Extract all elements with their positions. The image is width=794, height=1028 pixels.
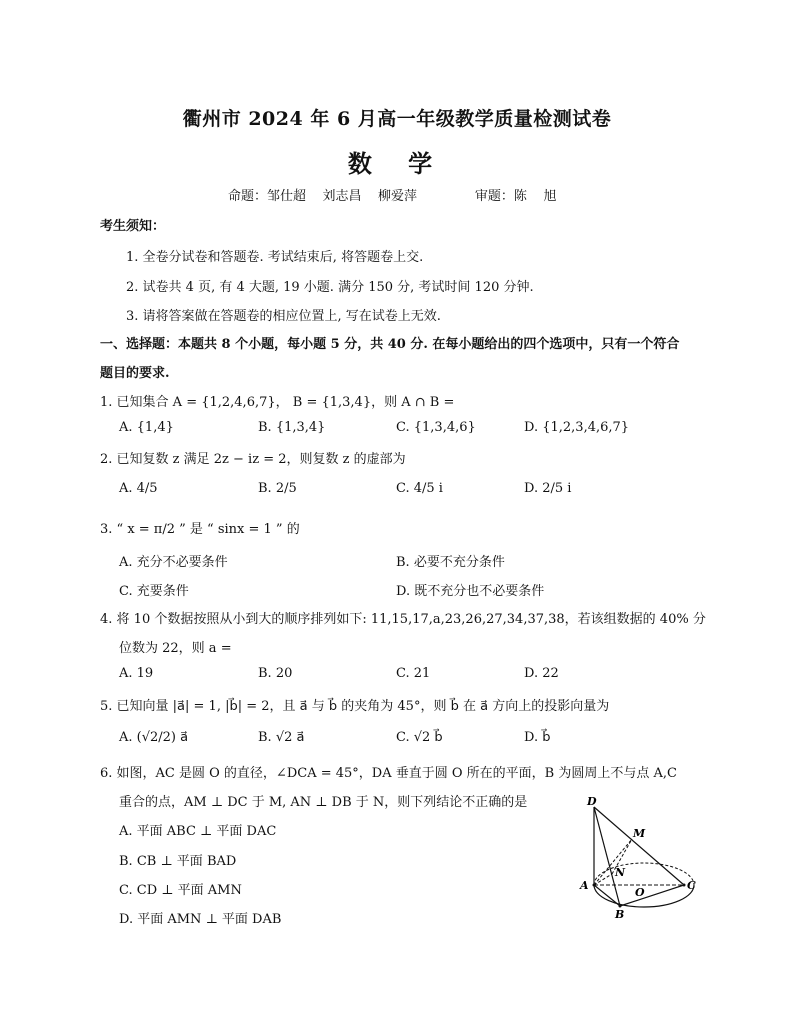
label-n: N	[615, 866, 626, 879]
q3-option-c: C. 充要条件	[119, 584, 189, 599]
q5-option-d: D. b⃗	[524, 730, 551, 745]
question-4-stem: 4. 将 10 个数据按照从小到大的顺序排列如下: 11,15,17,a,23,26,27,34,37,38，若该组数据的 40% 分	[100, 612, 706, 627]
label-m: M	[633, 827, 646, 840]
edge-an	[594, 874, 612, 885]
notice-item: 1. 全卷分试卷和答题卷. 考试结束后, 将答题卷上交.	[126, 250, 424, 265]
q2-option-b: B. 2/5	[258, 481, 297, 496]
q1-option-d: D. {1,2,3,4,6,7}	[524, 420, 630, 435]
q3-option-d: D. 既不充分也不必要条件	[396, 584, 545, 599]
label-o: O	[635, 886, 645, 899]
q4-option-d: D. 22	[524, 666, 559, 681]
q4-option-a: A. 19	[119, 666, 154, 681]
q1-option-b: B. {1,3,4}	[258, 420, 326, 435]
q2-option-a: A. 4/5	[119, 481, 158, 496]
q6-option-a: A. 平面 ABC ⊥ 平面 DAC	[119, 824, 277, 839]
section-heading-cont: 题目的要求.	[100, 366, 170, 381]
section-heading: 一、选择题：本题共 8 个小题，每小题 5 分，共 40 分. 在每小题给出的四个选项中，只有一个符合	[100, 337, 680, 352]
label-a: A	[580, 879, 589, 892]
question-3-stem: 3. “ x = π/2 ” 是 “ sinx = 1 ” 的	[100, 522, 300, 537]
q4-option-c: C. 21	[396, 666, 431, 681]
notice-heading: 考生须知：	[100, 219, 166, 234]
edge-db	[594, 807, 620, 906]
q6-option-b: B. CB ⊥ 平面 BAD	[119, 854, 237, 869]
q3-option-a: A. 充分不必要条件	[119, 555, 228, 570]
exam-title: 衢州市 2024 年 6 月高一年级教学质量检测试卷	[182, 108, 612, 130]
question-2-stem: 2. 已知复数 z 满足 2z − iz = 2，则复数 z 的虚部为	[100, 452, 406, 467]
authors-line: 命题：邹仕超 刘志昌 柳爱萍 审题：陈 旭	[228, 189, 557, 204]
notice-item: 2. 试卷共 4 页, 有 4 大题, 19 小题. 满分 150 分, 考试时间 120 分钟.	[126, 280, 534, 295]
label-d: D	[587, 795, 597, 808]
geometry-figure	[572, 792, 702, 922]
q5-option-c: C. √2 b⃗	[396, 730, 443, 745]
question-5-stem: 5. 已知向量 |a⃗| = 1, |b⃗| = 2，且 a⃗ 与 b⃗ 的夹角为 45°，则 b⃗ 在 a⃗ 方向上的投影向量为	[100, 699, 610, 714]
question-6-stem-cont: 重合的点，AM ⊥ DC 于 M, AN ⊥ DB 于 N，则下列结论不正确的是	[119, 795, 528, 810]
q5-option-b: B. √2 a⃗	[258, 730, 305, 745]
label-c: C	[687, 879, 696, 892]
edge-dc	[594, 807, 684, 885]
q6-option-c: C. CD ⊥ 平面 AMN	[119, 883, 242, 898]
q5-option-a: A. (√2/2) a⃗	[119, 730, 189, 745]
subject-title: 数 学	[347, 149, 447, 178]
point-a	[593, 884, 596, 887]
notice-item: 3. 请将答案做在答题卷的相应位置上, 写在试卷上无效.	[126, 309, 441, 324]
q2-option-d: D. 2/5 i	[524, 481, 572, 496]
label-b: B	[615, 908, 625, 921]
q1-option-a: A. {1,4}	[119, 420, 174, 435]
q2-option-c: C. 4/5 i	[396, 481, 443, 496]
point-c	[683, 884, 686, 887]
q1-option-c: C. {1,3,4,6}	[396, 420, 476, 435]
edge-ab	[594, 885, 620, 906]
q3-option-b: B. 必要不充分条件	[396, 555, 505, 570]
question-6-stem: 6. 如图，AC 是圆 O 的直径，∠DCA = 45°，DA 垂直于圆 O 所在的平面，B 为圆周上不与点 A,C	[100, 766, 677, 781]
question-1-stem: 1. 已知集合 A = {1,2,4,6,7}， B = {1,3,4}，则 A ∩ B =	[100, 395, 455, 410]
q6-option-d: D. 平面 AMN ⊥ 平面 DAB	[119, 912, 282, 927]
question-4-stem-cont: 位数为 22，则 a =	[119, 641, 232, 656]
q4-option-b: B. 20	[258, 666, 293, 681]
